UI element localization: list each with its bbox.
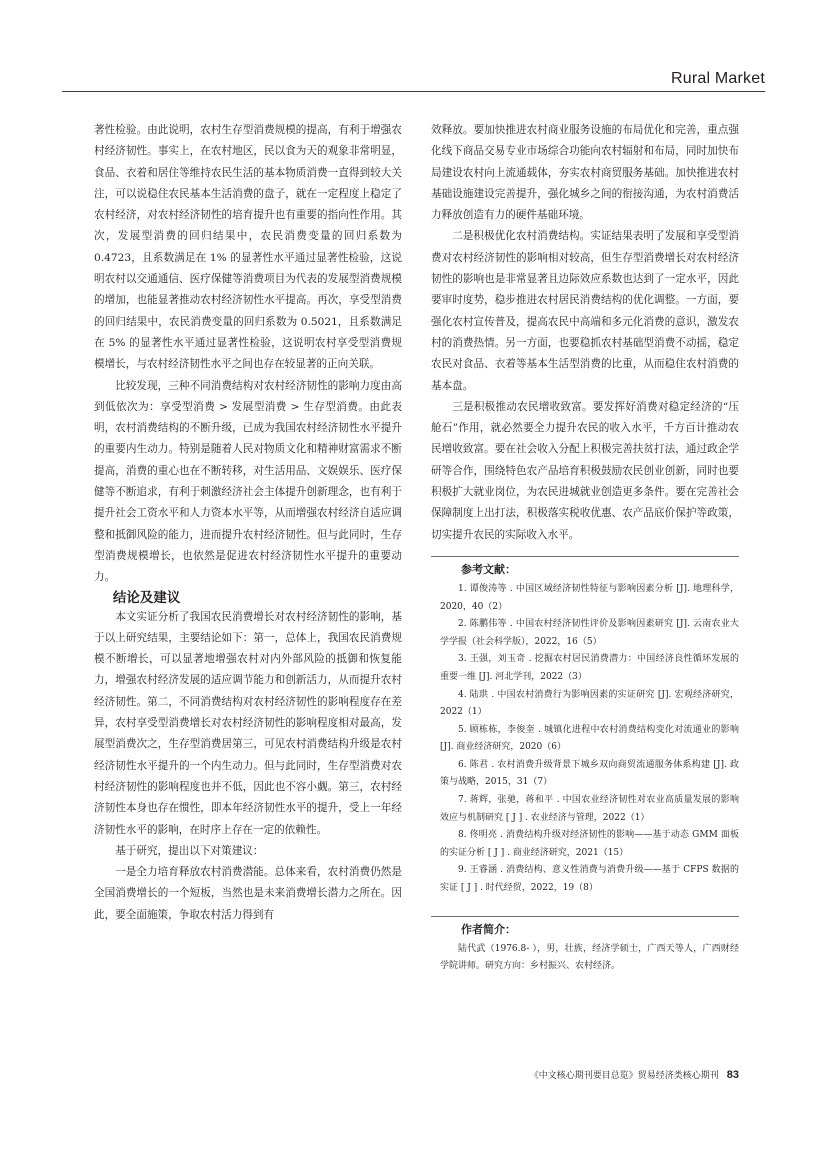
reference-item: 2. 陈鹏伟等 . 中国农村经济韧性评价及影响因素研究 [J]. 云南农业大学学报（社会科学版），2022，16（5） xyxy=(440,619,739,647)
left-column xyxy=(94,120,402,926)
body-paragraph: 本文实证分析了我国农民消费增长对农村经济韧性的影响，基于以上研究结果，主要结论如下：第一，总体上，我国农民消费规模不断增长，可以显著地增强农村对内外部风险的抵御和恢复能力，增强农村经济发展的适应调节能力和创新活力，从而提升农村经济韧性。第二，不同消费结构对农村经济韧性的影响程度存在差异，农村享受型消费增长对农村经济韧性的影响程度相对最高，发展型消费次之，生存型消费居第三，可见农村消费结构升级是农村经济韧性水平提升的一个内生动力。但与此同时，生存型消费对农村经济韧性的影响程度也并不低，因此也不容小觑。第三，农村经济韧性本身也存在惯性，即本年经济韧性水平的提升，受上一年经济韧性水平的影响，在时序上存在一定的依赖性。 xyxy=(94,610,402,836)
body-paragraph: 效释放。要加快推进农村商业服务设施的布局优化和完善，重点强化线下商品交易专业市场综合功能向农村辐射和布局，同时加快布局建设农村向上流通载体，夯实农村商贸服务基础。加快推进农村基础设施建设完善提升，强化城乡之间的衔接沟通，为农村消费活力释放创造有力的硬件基础环境。 xyxy=(431,124,739,222)
body-paragraph: 一是全力培育释放农村消费潜能。总体来看，农村消费仍然是全国消费增长的一个短板，当然也是未来消费增长潜力之所在。因此，要全面施策，争取农村活力得到有 xyxy=(94,866,402,921)
body-paragraph: 基于研究，提出以下对策建议： xyxy=(115,844,264,857)
reference-item: 4. 陆珙 . 中国农村消费行为影响因素的实证研究 [J]. 宏观经济研究，2022（1） xyxy=(440,689,739,718)
author-info-title: 作者简介： xyxy=(461,923,516,936)
running-header-title: Rural Market xyxy=(671,70,765,87)
body-paragraph: 二是积极优化农村消费结构。实证结果表明了发展和享受型消费对农村经济韧性的影响相对较高，但生存型消费增长对农村经济韧性的影响也是非常显著且边际效应系数也达到了一定水平，因此要审时度势，稳步推进农村居民消费结构的优化调整。一方面，要强化农村宣传普及，提高农民中高端和多元化消费的意识，激发农村的消费热情。另一方面，也要稳抓农村基础型消费不动摇，稳定农民对食品、衣着等基本生活型消费的比重，从而稳住农村消费的基本盘。 xyxy=(431,230,739,392)
references-list xyxy=(431,581,739,898)
body-paragraph: 三是积极推动农民增收致富。要发挥好消费对稳定经济的“压舱石”作用，就必然要全力提升农民的收入水平，千方百计推动农民增收致富。要在社会收入分配上积极完善扶贫打法，通过政企学研等合作，围绕特色农产品培育积极鼓励农民创业创新，同时也要积极扩大就业岗位，为农民进城就业创造更多条件。要在完善社会保障制度上出打法，积极落实税收优惠、农产品底价保护等政策，切实提升农民的实际收入水平。 xyxy=(431,400,739,541)
page-footer xyxy=(530,1068,739,1081)
reference-item: 7. 蒋辉，张驰，蒋和平 . 中国农业经济韧性对农业高质量发展的影响效应与机制研究 [ J ] . 农业经济与管理，2022（1） xyxy=(440,795,739,823)
reference-item: 3. 王强，刘玉奇 . 挖掘农村居民消费潜力：中国经济良性循环发展的重要一维 [J]. 河北学刊，2022（3） xyxy=(440,654,739,682)
header-divider xyxy=(62,91,765,92)
author-info-text: 陆代武（1976.8- ），男，壮族，经济学硕士，广西天等人，广西财经学院讲师。研究方向：乡村振兴、农村经济。 xyxy=(440,943,739,971)
references-title: 参考文献： xyxy=(461,563,516,576)
footer-journal: 《中文核心期刊要目总览》贸易经济类核心期刊 xyxy=(529,1070,719,1080)
reference-item: 1. 谭俊涛等 . 中国区域经济韧性特征与影响因素分析 [J]. 地理科学，2020，40（2） xyxy=(440,583,739,612)
reference-item: 9. 王睿涵 . 消费结构、意义性消费与消费升级——基于 CFPS 数据的实证 [ J ] . 时代经贸，2022，19（8） xyxy=(440,865,739,894)
right-column xyxy=(431,120,739,975)
section-heading: 结论及建议 xyxy=(112,589,181,605)
body-paragraph: 著性检验。由此说明，农村生存型消费规模的提高，有利于增强农村经济韧性。事实上，在农村地区，民以食为天的观象非常明显，食品、衣着和居住等维持农民生活的基本物质消费一直得到较大关注，可以说稳住农民基本生活消费的盘子，就在一定程度上稳定了农村经济，对农村经济韧性的培育提升也有重要的指向性作用。其次，发展型消费的回归结果中，农民消费变量的回归系数为 0.4723，且系数满足在 1% 的显著性水平通过显著性检验，这说明农村以交通通信、医疗保健等消费项目为代表的发展型消费规模的增加，也能显著推动农村经济韧性水平提高。再次，享受型消费的回归结果中，农民消费变量的回归系数为 0.5021，且系数满足在 5% 的显著性水平通过显著性检验，这说明农村享受型消费规模增长，与农村经济韧性水平之间也存在较显著的正向关联。 xyxy=(94,124,402,371)
reference-item: 5. 顾栋栋，李俊奎 . 城镇化进程中农村消费结构变化对流通业的影响 [J]. 商业经济研究，2020（6） xyxy=(440,724,739,753)
reference-item: 8. 佟明亮 . 消费结构升级对经济韧性的影响——基于动态 GMM 面板的实证分析 [ J ] . 商业经济研究，2021（15） xyxy=(440,830,739,858)
references-box xyxy=(431,556,739,898)
page-number: 83 xyxy=(726,1069,739,1081)
reference-item: 6. 陈君 . 农村消费升级背景下城乡双向商贸流通服务体系构建 [J]. 政策与战略，2015，31（7） xyxy=(440,759,739,788)
body-paragraph: 比较发现，三种不同消费结构对农村经济韧性的影响力度由高到低依次为：享受型消费 > 发展型消费 > 生存型消费。由此表明，农村消费结构的不断升级，已成为我国农村经济韧性水平提升的重要内生动力。特别是随着人民对物质文化和精神财富需求不断提高，消费的重心也在不断转移，对生活用品、文娱娱乐、医疗保健等不断追求，有利于刺激经济社会主体提升创新理念，也有利于提升社会工资水平和人力资本水平等，从而增强农村经济自适应调整和抵御风险的能力，进而提升农村经济韧性。但与此同时，生存型消费规模增长，也依然是促进农村经济韧性水平提升的重要动力。 xyxy=(94,379,402,584)
author-info-box xyxy=(431,916,739,975)
